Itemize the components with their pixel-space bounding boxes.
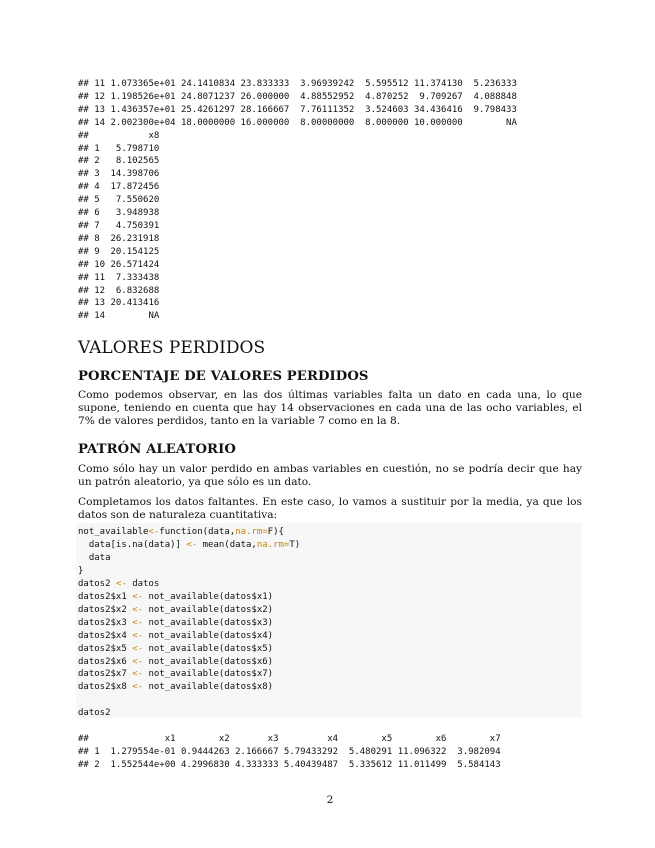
output-line: ## x8 xyxy=(78,130,160,141)
output-line: ## 2 8.102565 xyxy=(78,156,160,167)
code-line: } xyxy=(78,565,84,576)
page-number: 2 xyxy=(326,794,334,806)
paragraph-patron: Como sólo hay un valor perdido en ambas variables en cuestión, no se podría decir que hay un patrón aleatorio, ya que sólo es un dato. xyxy=(78,463,582,489)
code-line-blank xyxy=(78,694,582,707)
code-line: datos2$x6 <- not_available(datos$x6) xyxy=(78,656,274,667)
code-line: data xyxy=(78,552,111,563)
output-line: ## 13 1.436357e+01 25.4261297 28.166667 7.76111352 3.524603 34.436416 9.798433 xyxy=(78,104,517,115)
output-line: ## 12 6.832688 xyxy=(78,285,160,296)
output-line: ## 11 7.333438 xyxy=(78,272,160,283)
output-line: ## 14 2.002300e+04 18.0000000 16.000000 8.00000000 8.000000 10.000000 NA xyxy=(78,117,517,128)
code-line: datos2$x5 <- not_available(datos$x5) xyxy=(78,643,274,654)
code-line: not_available<-function(data,na.rm=F){ xyxy=(78,527,284,537)
output-line: ## 13 20.413416 xyxy=(78,298,160,309)
code-line: datos2$x3 <- not_available(datos$x3) xyxy=(78,617,274,628)
output-line: ## x1 x2 x3 x4 x5 x6 x7 xyxy=(78,734,501,744)
code-block xyxy=(76,523,582,718)
code-line: datos2$x1 <- not_available(datos$x1) xyxy=(78,591,274,602)
code-line: datos2$x2 <- not_available(datos$x2) xyxy=(78,604,274,615)
output-line: ## 5 7.550620 xyxy=(78,195,160,206)
code-line: datos2 xyxy=(78,708,111,719)
paragraph-completamos: Completamos los datos faltantes. En este caso, lo vamos a sustituir por la media, ya que los datos son de naturaleza cuantitativa: xyxy=(78,496,582,522)
output-line: ## 10 26.571424 xyxy=(78,259,160,270)
subsection-title-porcentaje: PORCENTAJE DE VALORES PERDIDOS xyxy=(78,369,369,384)
code-line: datos2$x8 <- not_available(datos$x8) xyxy=(78,682,274,693)
code-line: datos2 <- datos xyxy=(78,578,160,589)
output-line: ## 8 26.231918 xyxy=(78,233,160,244)
output-line: ## 2 1.552544e+00 4.2996830 4.333333 5.40439487 5.335612 11.011499 5.584143 xyxy=(78,759,501,770)
paragraph-porcentaje: Como podemos observar, en las dos últimas variables falta un dato en cada una, lo que supone, teniendo en cuenta que hay 14 observaciones en cada una de las ocho variables, el 7% de valores perdidos, tanto en la variable 7 como en la 8. xyxy=(78,389,582,428)
r-output-bottom xyxy=(78,733,501,772)
output-line: ## 9 20.154125 xyxy=(78,246,160,257)
output-line: ## 11 1.073365e+01 24.1410834 23.833333 3.96939242 5.595512 11.374130 5.236333 xyxy=(78,79,517,89)
r-output-top xyxy=(78,78,517,323)
section-title: VALORES PERDIDOS xyxy=(78,338,266,358)
output-line: ## 4 17.872456 xyxy=(78,182,160,193)
code-line: datos2$x4 <- not_available(datos$x4) xyxy=(78,630,274,641)
output-line: ## 12 1.198526e+01 24.8071237 26.000000 4.88552952 4.870252 9.709267 4.088848 xyxy=(78,91,517,102)
code-line: datos2$x7 <- not_available(datos$x7) xyxy=(78,669,274,680)
output-line: ## 14 NA xyxy=(78,311,160,322)
output-line: ## 3 14.398706 xyxy=(78,169,160,180)
code-line: data[is.na(data)] <- mean(data,na.rm=T) xyxy=(78,539,301,550)
output-line: ## 1 1.279554e-01 0.9444263 2.166667 5.79433292 5.480291 11.096322 3.982094 xyxy=(78,746,501,757)
output-line: ## 6 3.948938 xyxy=(78,208,160,219)
output-line: ## 7 4.750391 xyxy=(78,220,160,231)
output-line: ## 1 5.798710 xyxy=(78,143,160,154)
subsection-title-patron: PATRÓN ALEATORIO xyxy=(78,442,236,457)
